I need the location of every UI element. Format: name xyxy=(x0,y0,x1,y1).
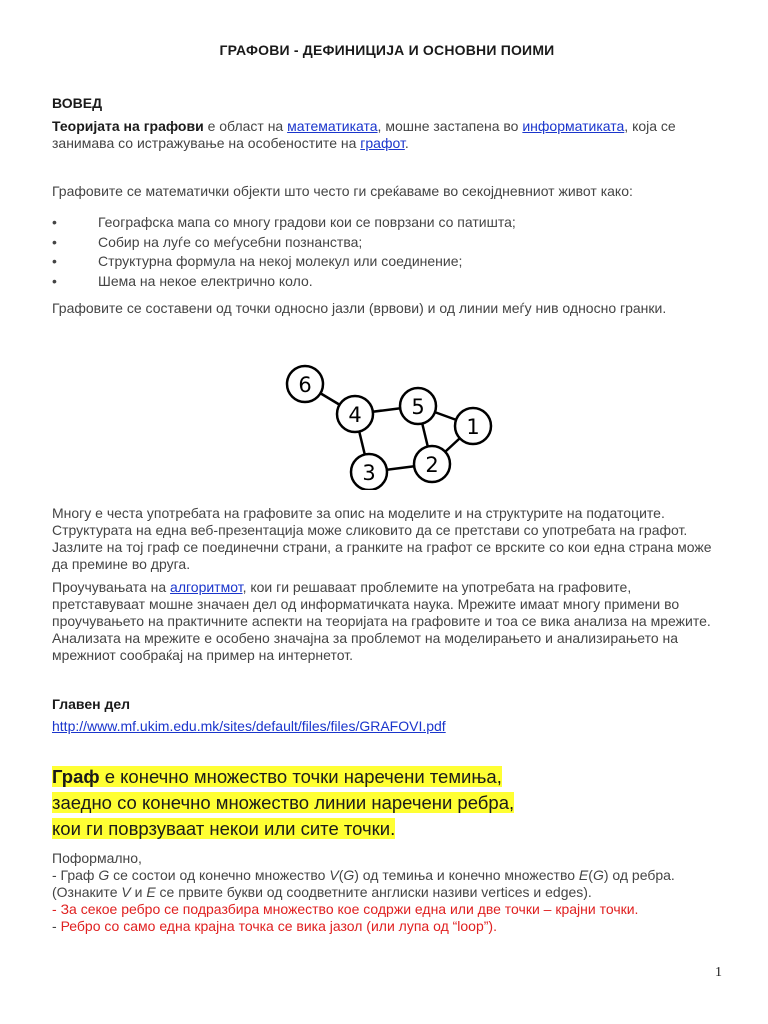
text: - xyxy=(52,918,61,934)
text: , мошне застапена во xyxy=(377,118,523,134)
list-item-text: Географска мапа со многу градови кои се поврзани со патишта; xyxy=(98,214,516,230)
symbol-v: V xyxy=(121,884,131,900)
graph-node-label: 2 xyxy=(425,453,439,477)
text: ) од темиња и конечно множество xyxy=(354,867,579,883)
definition-line-2 xyxy=(52,790,514,816)
link-grafot[interactable]: графот xyxy=(360,135,405,151)
bullet-icon: • xyxy=(52,253,57,269)
paragraph-examples-intro: Графовите се математички објекти што често ги среќаваме во секојдневниот живот како: xyxy=(52,183,633,199)
formal-line-loop xyxy=(52,918,720,935)
list-item xyxy=(52,234,720,254)
text: се првите букви од соодветните англиски називи vertices и edges). xyxy=(155,884,592,900)
text: Проучувањата на xyxy=(52,579,171,595)
text: ( xyxy=(338,867,344,883)
graph-node-label: 5 xyxy=(411,395,425,419)
main-heading: Главен дел xyxy=(52,696,131,712)
link-algoritmot[interactable]: алгоритмот xyxy=(170,579,243,595)
definition-text: е конечно множество точки наречени темиња, xyxy=(99,766,502,787)
bullet-icon: • xyxy=(52,214,57,230)
symbol-g: G xyxy=(98,867,110,883)
formal-line-edge xyxy=(52,901,720,918)
text: - xyxy=(52,901,61,917)
paragraph-algorithms xyxy=(52,579,720,664)
text: , кои ги решаваат проблемите на употребата на графовите, претставуваат мошне значаен дел од информатичката наука. Мрежите имаат многу примени во проучувањето на практичните аспекти на теоријата на графовите и тоа се вика анализа на мрежите. Анализата на мрежите е особено значајна за проблемот на моделирањето и анализирањето на мрежниот сообраќај на пример на интернетот. xyxy=(52,579,711,663)
paragraph-graph-components: Графовите се составени од точки односно јазли (врвови) и од линии меѓу нив односно гранки. xyxy=(52,300,667,316)
bullet-list xyxy=(52,214,720,292)
symbol-g: G xyxy=(343,867,355,883)
definition-box xyxy=(52,764,514,842)
text: . xyxy=(404,135,409,151)
definition-text: заедно со конечно множество линии наречени ребра, xyxy=(52,792,515,813)
graph-diagram xyxy=(280,360,530,490)
symbol-e: E xyxy=(578,867,589,883)
graph-node-label: 1 xyxy=(466,415,480,439)
list-item-text: Структурна формула на некој молекул или соединение; xyxy=(98,253,463,269)
text: , која се занимава со истражување на особеностите на xyxy=(52,118,676,151)
intro-heading: ВОВЕД xyxy=(52,95,103,111)
list-item xyxy=(52,273,720,293)
graph-node-label: 6 xyxy=(298,373,312,397)
graph-node-label: 4 xyxy=(348,403,362,427)
text: ) од ребра. xyxy=(603,867,675,883)
graph-node-label: 3 xyxy=(362,461,376,485)
text: се состои од конечно множество xyxy=(109,867,330,883)
symbol-g: G xyxy=(592,867,604,883)
text: е област на xyxy=(203,118,288,134)
pdf-link-line xyxy=(52,718,720,735)
bullet-icon: • xyxy=(52,272,57,289)
text: и xyxy=(130,884,147,900)
paragraph-intro xyxy=(52,118,720,152)
pdf-link[interactable]: http://www.mf.ukim.edu.mk/sites/default/files/files/GRAFOVI.pdf xyxy=(52,718,446,734)
list-item xyxy=(52,253,720,273)
link-informatikata[interactable]: информатиката xyxy=(522,118,625,134)
bold-term: Теоријата на графови xyxy=(52,118,204,134)
text: ( xyxy=(588,867,593,883)
page-number: 1 xyxy=(715,965,722,980)
text: (Ознаките xyxy=(52,884,122,900)
bullet-icon: • xyxy=(52,233,57,250)
definition-text: кои ги поврзуваат некои или сите точки. xyxy=(52,818,396,839)
text-red: За секое ребро се подразбира множество кое содржи една или две точки – крајни точки. xyxy=(60,901,639,917)
definition-line-3 xyxy=(52,816,514,842)
link-matematikata[interactable]: математиката xyxy=(287,118,378,134)
list-item-text: Шема на некое електрично коло. xyxy=(98,272,313,289)
symbol-e: E xyxy=(146,884,156,900)
formal-line-notation xyxy=(52,884,720,901)
text-red: Ребро со само една крајна точка се вика јазол (или лупа од “loop”). xyxy=(60,918,497,934)
page-title: ГРАФОВИ - ДЕФИНИЦИЈА И ОСНОВНИ ПОИМИ xyxy=(219,42,555,58)
formal-intro: Поформално, xyxy=(52,850,142,866)
definition-line-1 xyxy=(52,764,514,790)
symbol-v: V xyxy=(329,867,339,883)
formal-definition xyxy=(52,850,720,935)
text: - Граф xyxy=(52,867,99,883)
definition-term: Граф xyxy=(52,766,100,787)
list-item xyxy=(52,214,720,234)
formal-line-graph xyxy=(52,867,720,884)
list-item-text: Собир на луѓе со меѓусебни познанства; xyxy=(98,233,363,250)
definition-highlight xyxy=(52,766,502,787)
paragraph-data-structures: Многу е честа употребата на графовите за опис на моделите и на структурите на податоците. Структурата на една веб-презентација може сликовито да се претстави со употребата на графот. Јазлите на тој граф се поединечни страни, а гранките на графот се врските со кои една страна може да премине во друга. xyxy=(52,505,712,572)
